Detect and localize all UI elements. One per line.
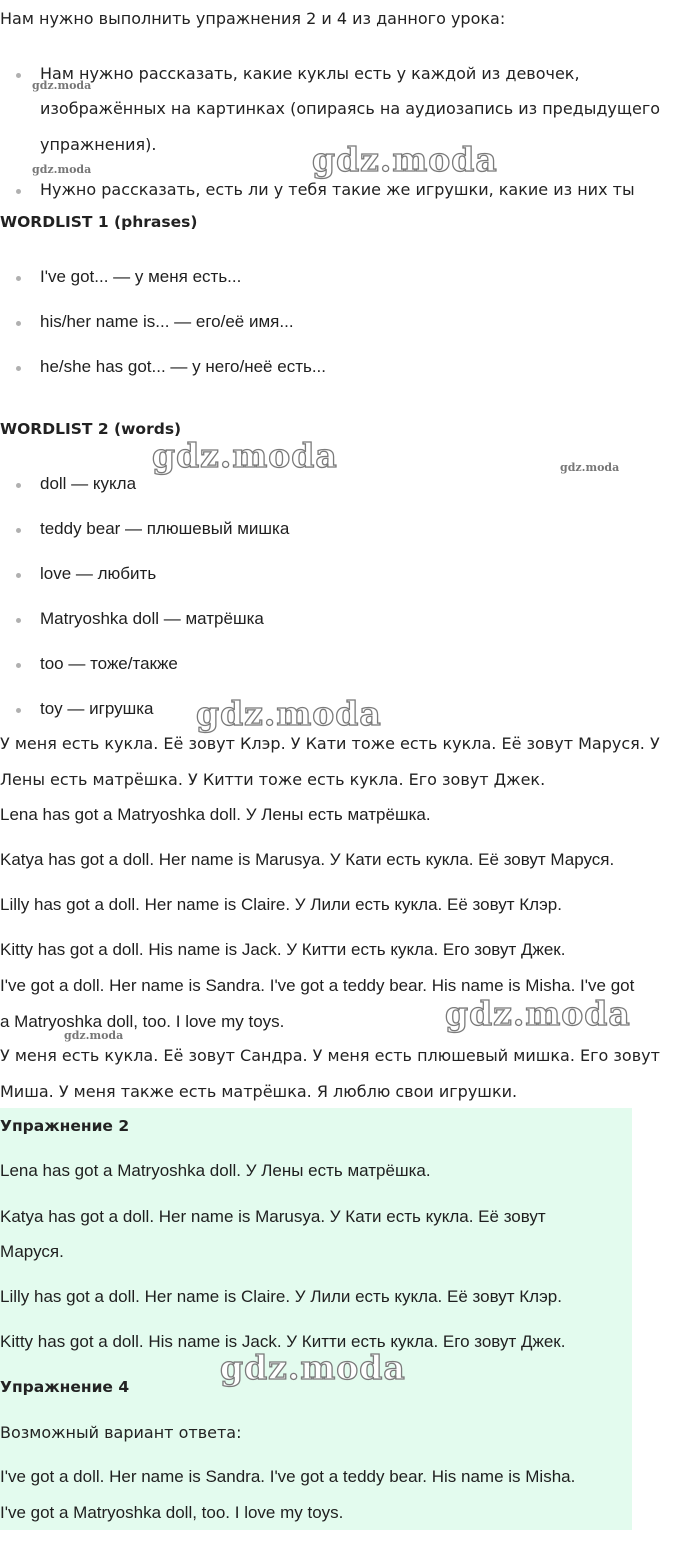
- bullet-icon: [16, 573, 21, 578]
- bullet-icon: [16, 321, 21, 326]
- exercise-2-title: Упражнение 2: [0, 1117, 130, 1135]
- own-translation-line: У меня есть кукла. Её зовут Сандра. У меня есть плюшевый мишка. Его зовут: [0, 1046, 660, 1065]
- sentence: Kitty has got a doll. His name is Jack. У Китти есть кукла. Его зовут Джек.: [0, 940, 566, 959]
- bullet-icon: [16, 483, 21, 488]
- translation-line: У меня есть кукла. Её зовут Клэр. У Кати тоже есть кукла. Её зовут Маруся. У: [0, 734, 660, 753]
- bullet-icon: [16, 366, 21, 371]
- watermark-large: gdz.moda: [220, 1348, 406, 1387]
- answer-line: I've got a doll. Her name is Sandra. I've got a teddy bear. His name is Misha.: [0, 1467, 576, 1486]
- bullet-icon: [16, 663, 21, 668]
- list-item-continuation: упражнения).: [40, 135, 157, 154]
- watermark-large: gdz.moda: [445, 994, 631, 1033]
- answer-line: Lilly has got a doll. Her name is Claire. У Лили есть кукла. Её зовут Клэр.: [0, 1287, 562, 1306]
- answer-line: Kitty has got a doll. His name is Jack. У Китти есть кукла. Его зовут Джек.: [0, 1332, 566, 1351]
- sentence: Lena has got a Matryoshka doll. У Лены есть матрёшка.: [0, 805, 431, 824]
- watermark-small: gdz.moda: [32, 79, 92, 92]
- answer-line: Lena has got a Matryoshka doll. У Лены есть матрёшка.: [0, 1161, 431, 1180]
- watermark-small: gdz.moda: [560, 461, 620, 474]
- bullet-icon: [16, 276, 21, 281]
- own-translation-line: Миша. У меня также есть матрёшка. Я люблю свои игрушки.: [0, 1082, 518, 1101]
- wordlist1-title: WORDLIST 1 (phrases): [0, 213, 198, 231]
- answer-intro: Возможный вариант ответа:: [0, 1423, 242, 1442]
- watermark-large: gdz.moda: [152, 436, 338, 475]
- answer-line: I've got a Matryoshka doll, too. I love my toys.: [0, 1503, 344, 1522]
- list-item-continuation: изображённых на картинках (опираясь на аудиозапись из предыдущего: [40, 99, 661, 118]
- translation-line: Лены есть матрёшка. У Китти тоже есть кукла. Его зовут Джек.: [0, 770, 546, 789]
- own-text-line: a Matryoshka doll, too. I love my toys.: [0, 1012, 285, 1031]
- bullet-icon: [16, 528, 21, 533]
- sentence: Katya has got a doll. Her name is Marusya. У Кати есть кукла. Её зовут Маруся.: [0, 850, 615, 869]
- watermark-large: gdz.moda: [312, 140, 498, 179]
- own-text-line: I've got a doll. Her name is Sandra. I've got a teddy bear. His name is Misha. I've got: [0, 976, 635, 995]
- bullet-icon: [16, 73, 21, 78]
- wordlist2-title: WORDLIST 2 (words): [0, 420, 182, 438]
- intro-text: Нам нужно выполнить упражнения 2 и 4 из данного урока:: [0, 9, 506, 28]
- watermark-small: gdz.moda: [64, 1029, 124, 1042]
- watermark-small: gdz.moda: [32, 163, 92, 176]
- sentence: Lilly has got a doll. Her name is Claire. У Лили есть кукла. Её зовут Клэр.: [0, 895, 562, 914]
- answer-line: Katya has got a doll. Her name is Marusya. У Кати есть кукла. Её зовут: [0, 1207, 546, 1226]
- answer-line: Маруся.: [0, 1242, 64, 1261]
- watermark-large: gdz.moda: [196, 694, 382, 733]
- exercise-4-title: Упражнение 4: [0, 1378, 130, 1396]
- bullet-icon: [16, 708, 21, 713]
- bullet-icon: [16, 618, 21, 623]
- bullet-icon: [16, 189, 21, 194]
